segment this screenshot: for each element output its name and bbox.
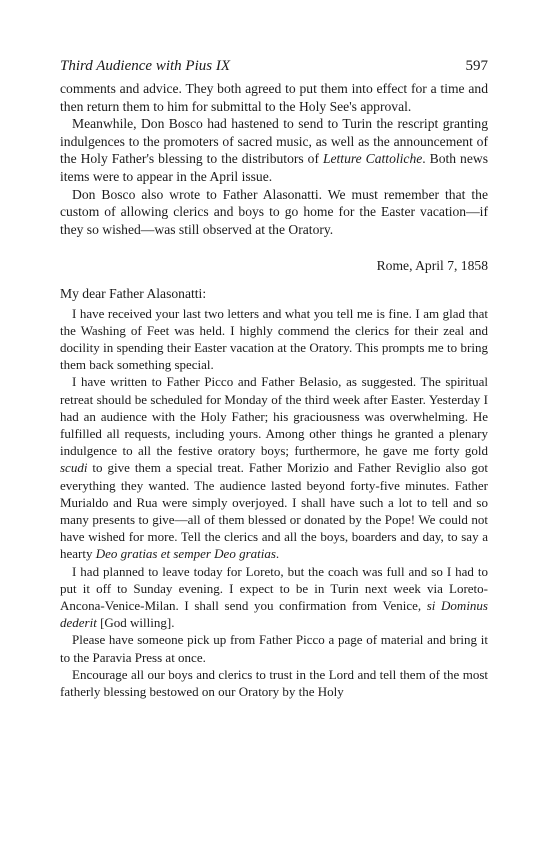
running-head	[60, 58, 488, 80]
letter-text-run: [God willing].	[96, 615, 175, 631]
letter-dateline: Rome, April 7, 1858	[376, 258, 488, 274]
section-gap	[60, 238, 488, 257]
narrative-text	[60, 80, 488, 238]
running-title: Third Audience with Pius IX	[60, 58, 230, 74]
letter-paragraph-5: Encourage all our boys and clerics to trust in the Lord and tell them of the most fatherly blessing bestowed on our Oratory by the Holy	[60, 666, 488, 699]
page-number: 597	[465, 58, 488, 74]
narrative-text-run: Meanwhile, Don Bosco had hastened to send to Turin the rescript granting indulgences to the promoters of sacred music, as well as the announcement of the Holy Father's blessing to the distributors of	[60, 116, 488, 167]
letter-text-run: to give them a special treat. Father Morizio and Father Reviglio also got everything they wanted. The audience lasted beyond forty-five minutes. Father Murialdo and Rua were simply overjoyed. I shall have such a lot to tell and so many presents to give—all of them blessed or donated by the Pope! We could not have wished for more. Tell the clerics and all the boys, boarders and day, to say a hearty	[60, 460, 488, 562]
italic-latin-phrase: si Dominus dederit	[60, 597, 488, 631]
italic-latin-phrase: Deo gratias et semper Deo gratias	[95, 546, 276, 562]
letter-body	[60, 305, 488, 701]
italic-term: scudi	[60, 460, 88, 476]
letter-text-run: I had planned to leave today for Loreto, but the coach was full and so I had to put it off to Sunday evening. I expect to be in Turin next week via Loreto-Ancona-Venice-Milan. I shall send you confirmation from Venice,	[60, 563, 488, 613]
narrative-text-run: . Both news items were to appear in the April issue.	[60, 151, 488, 184]
narrative-paragraph-3: Don Bosco also wrote to Father Alasonatti. We must remember that the custom of allowing clerics and boys to go home for the Easter vacation—if they so wished—was still observed at the Oratory.	[60, 186, 488, 237]
narrative-paragraph-2	[60, 115, 488, 185]
letter-text-run: I have written to Father Picco and Father Belasio, as suggested. The spiritual retreat should be scheduled for Monday of the third week after Easter. Yesterday I had an audience with the Holy Father; his graciousness was overwhelming. He fulfilled all requests, including yours. Among other things he granted a plenary indulgence to all the festive oratory boys; furthermore, he gave me forty gold	[60, 374, 488, 459]
book-page	[60, 58, 488, 700]
letter-paragraph-2	[60, 373, 488, 562]
publication-title: Letture Cattoliche	[322, 151, 423, 167]
letter-text-run: .	[275, 546, 280, 562]
narrative-paragraph-1: comments and advice. They both agreed to put them into effect for a time and then return them to him for submittal to the Holy See's approval.	[60, 81, 488, 114]
letter-paragraph-1: I have received your last two letters and what you tell me is fine. I am glad that the Washing of Feet was held. I highly commend the clerics for their zeal and docility in spending their Easter vacation at the Oratory. This prompts me to bring them back something special.	[60, 305, 488, 373]
letter-paragraph-4: Please have someone pick up from Father Picco a page of material and bring it to the Paravia Press at once.	[60, 632, 488, 665]
letter-salutation: My dear Father Alasonatti:	[60, 285, 207, 301]
letter-paragraph-3	[60, 563, 488, 632]
